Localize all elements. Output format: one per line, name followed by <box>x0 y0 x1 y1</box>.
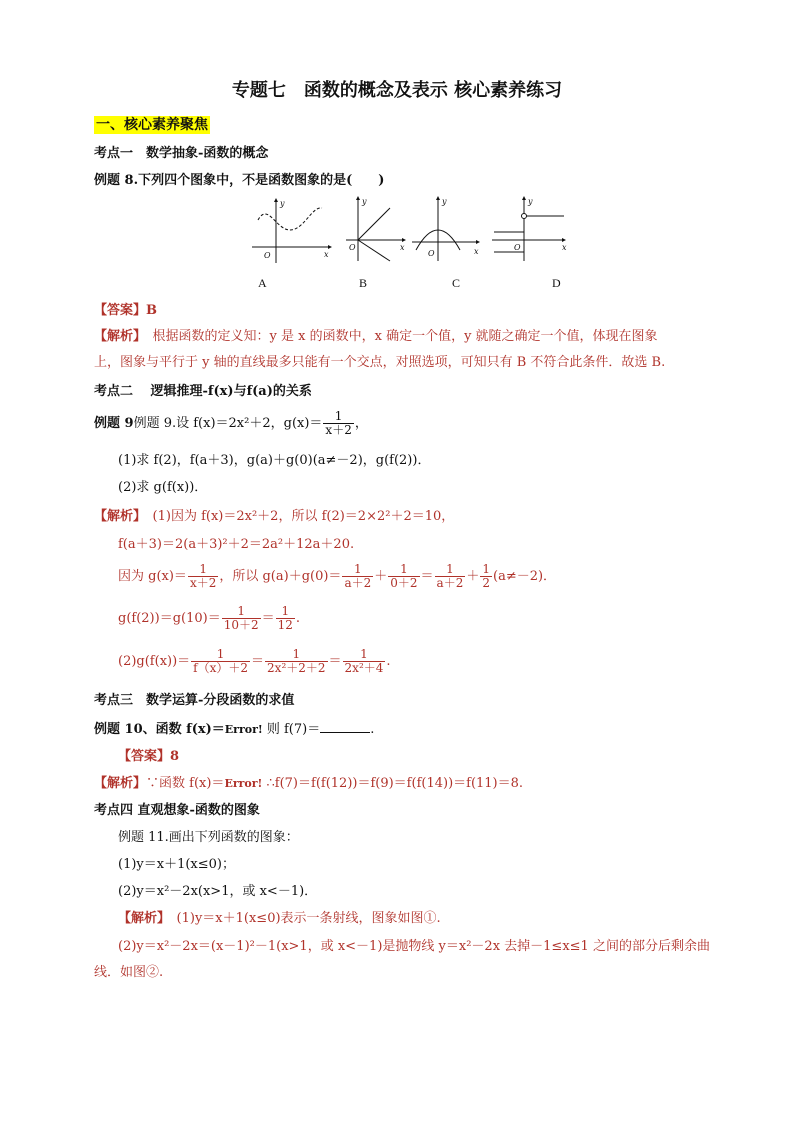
svg-text:y: y <box>362 197 367 206</box>
svg-text:y: y <box>280 199 285 208</box>
page-title: 专题七 函数的概念及表示 核心素养练习 <box>231 80 563 101</box>
kp4-question: 例题 11.画出下列函数的图象： <box>118 830 299 845</box>
svg-text:O: O <box>428 249 435 258</box>
graph-c <box>410 198 480 263</box>
kp2-analysis-line4: g(f(2))＝g(10)＝ $\frac{1}{10+2}$ ＝ $\frac{1}{12}$ . <box>118 604 301 632</box>
kp2-analysis-line3: 因为 g(x)＝ $\frac{1}{x+2}$ ，所以 g(a)＋g(0)＝ $\frac{1}{a+2}$ ＋ $\frac{1}{0+2}$ ＝ $\frac{1}{a+2}$ ＋ $\frac{1}{2}$ (a≠－2)． <box>118 562 557 590</box>
kp4-question-part1: (1)y＝x＋1(x≤0)； <box>118 857 236 872</box>
kp4-analysis-line3: 线．如图②. <box>94 965 164 980</box>
svg-text:x: x <box>474 247 479 256</box>
svg-text:O: O <box>264 251 271 260</box>
svg-text:y: y <box>528 197 533 206</box>
svg-text:O: O <box>514 243 521 252</box>
answer-blank <box>320 720 370 733</box>
graph-c-caption: C <box>452 276 461 290</box>
svg-text:x: x <box>324 250 329 259</box>
graph-d <box>490 198 570 263</box>
kp2-analysis-line5: (2)g(f(x))＝ $\frac{1}{f(x)+2}$ ＝ $\frac{1}{\text{2x²＋2＋2}}$ ＝ $\frac{1}{\text{2x²＋4}}$ . <box>118 647 391 675</box>
kp4-heading: 考点四 直观想象-函数的图象 <box>94 803 260 818</box>
kp3-heading: 考点三 数学运算-分段函数的求值 <box>94 693 295 708</box>
section-heading: 一、核心素养聚焦 <box>96 117 208 133</box>
kp3-answer: 【答案】8 <box>118 749 180 764</box>
kp3-analysis: 【解析】∵函数 f(x)＝Error! ∴f(7)＝f(f(12))＝f(9)＝f(f(14))＝f(11)＝8. <box>94 776 524 791</box>
kp2-analysis-line2: f(a＋3)＝2(a＋3)²＋2＝2a²＋12a＋20. <box>118 537 355 552</box>
kp1-answer: 【答案】B <box>94 303 158 318</box>
kp4-analysis-line1: 【解析】 (1)y＝x＋1(x≤0)表示一条射线，图象如图①. <box>118 911 441 926</box>
kp2-question: 例题 9例题 9.设 f(x)＝2x²＋2，g(x)＝ $\frac{1}{x+2}$ ， <box>94 409 368 437</box>
svg-text:y: y <box>442 197 447 206</box>
kp1-analysis-line1: 【解析】 根据函数的定义知：y 是 x 的函数中，x 确定一个值，y 就随之确定一个值，体现在图象 <box>94 329 658 344</box>
kp2-question-part2: (2)求 g(f(x))． <box>118 480 208 495</box>
graph-b <box>344 198 404 263</box>
graph-a <box>250 200 330 265</box>
kp1-question: 例题 8.下列四个图象中，不是函数图象的是( ) <box>94 173 385 188</box>
kp1-heading: 考点一 数学抽象-函数的概念 <box>94 146 269 161</box>
svg-text:x: x <box>400 243 405 252</box>
kp4-question-part2: (2)y＝x²－2x(x>1，或 x<－1)． <box>118 884 318 899</box>
kp4-analysis-line2: (2)y＝x²－2x＝(x－1)²－1(x>1，或 x<－1)是抛物线 y＝x²－2x 去掉－1≤x≤1 之间的部分后剩余曲 <box>118 939 710 954</box>
kp3-question: 例题 10、函数 f(x)＝Error! 则 f(7)＝ . <box>94 722 375 737</box>
kp2-heading: 考点二 逻辑推理-f(x)与f(a)的关系 <box>94 384 312 399</box>
graph-b-caption: B <box>359 276 368 290</box>
kp2-question-part1: (1)求 f(2)，f(a＋3)，g(a)＋g(0)(a≠－2)，g(f(2))． <box>118 453 431 468</box>
svg-text:x: x <box>562 243 567 252</box>
svg-text:O: O <box>349 243 356 252</box>
graph-a-caption: A <box>258 276 267 290</box>
graph-d-caption: D <box>552 276 561 290</box>
kp2-analysis-line1: 【解析】 (1)因为 f(x)＝2x²＋2，所以 f(2)＝2×2²＋2＝10， <box>94 509 455 524</box>
kp1-analysis-line2: 上，图象与平行于 y 轴的直线最多只能有一个交点，对照选项，可知只有 B 不符合此条件．故选 B. <box>94 355 666 370</box>
